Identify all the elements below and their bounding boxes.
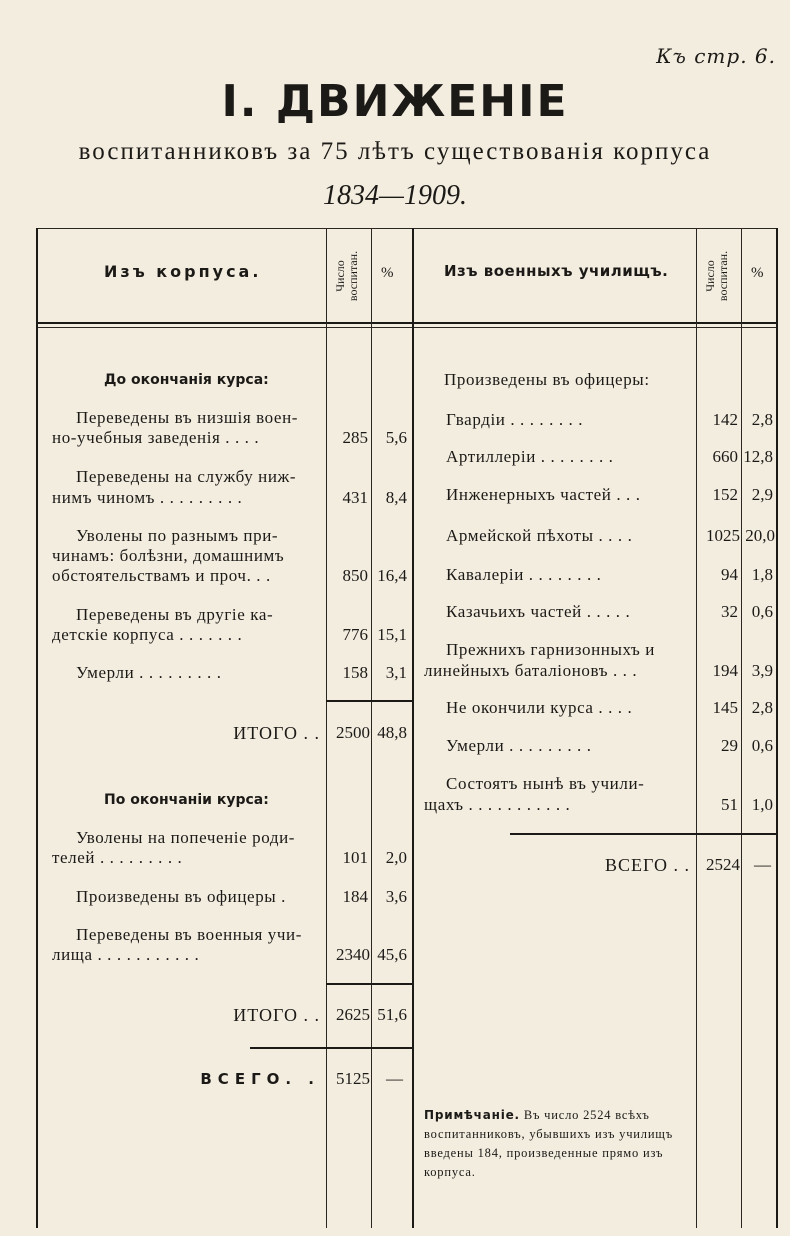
count-value: 32 [721,602,738,621]
list-item-label: телей . . . . . . . . . [52,848,183,867]
page-title: I. ДВИЖЕНІЕ [221,76,569,127]
count-value: 101 [342,848,368,867]
pct-value: 15,1 [377,625,407,644]
subtotal-rule [326,983,412,985]
pct-value: 20,0 [745,526,775,545]
grand-total-count: 5125 [336,1069,370,1088]
list-item-label: Состоятъ нынѣ въ учили- [446,774,645,793]
footnote-label: Примѣчаніе. [424,1108,520,1122]
table-top-rule [36,228,776,229]
count-value: 29 [721,736,738,755]
count-value: 285 [342,428,368,447]
subtotal-count: 2625 [336,1005,370,1024]
list-item-label: Казачьихъ частей . . . . . [446,602,631,621]
page-reference: Къ стр. 6. [656,44,776,68]
pct-value: 2,9 [751,485,773,504]
pct-value: 45,6 [377,945,407,964]
list-item-label: Умерли . . . . . . . . . [76,663,222,682]
right-pct-header: % [751,265,764,281]
count-value: 660 [712,447,738,466]
pct-value: 2,0 [385,848,407,867]
pct-value: 8,4 [385,488,407,507]
count-value: 142 [712,410,738,429]
right-count-divider [696,228,697,1228]
total-pct: — [754,855,771,874]
center-divider [412,228,414,1228]
list-item-label: лища . . . . . . . . . . . [52,945,200,964]
list-item-label: щахъ . . . . . . . . . . . [424,795,571,814]
subtotal-label: ИТОГО . . [233,723,320,743]
list-item-label: нимъ чиномъ . . . . . . . . . [52,488,243,507]
subtotal-pct: 48,8 [377,723,407,742]
list-item-label: Уволены по разнымъ при- [76,526,279,545]
pct-value: 2,8 [751,410,773,429]
section-after-graduation: По окончаніи курса: [104,792,269,808]
grand-total-pct: — [386,1069,403,1088]
pct-value: 0,6 [751,736,773,755]
list-item-label: Переведены въ низшія воен- [76,408,299,427]
pct-value: 5,6 [385,428,407,447]
count-value: 431 [342,488,368,507]
pct-value: 0,6 [751,602,773,621]
count-value: 152 [712,485,738,504]
list-item-label: Переведены въ другіе ка- [76,605,274,624]
pct-value: 12,8 [743,447,773,466]
page-years: 1834—1909. [323,180,467,211]
pct-value: 1,0 [751,795,773,814]
left-border [36,228,38,1228]
subtotal-pct: 51,6 [377,1005,407,1024]
footnote-text: Въ число 2524 всѣхъ воспитанниковъ, убывшихъ изъ училищъ введены 184, произведенные прямо изъ корпуса. [424,1108,673,1179]
total-label: ВСЕГО . . [605,855,690,875]
list-item-label: Не окончили курса . . . . [446,698,633,717]
pct-value: 3,9 [751,661,773,680]
header-bottom-rule-2 [36,327,776,328]
list-item-label: Гвардіи . . . . . . . . [446,410,584,429]
count-value: 51 [721,795,738,814]
footnote [424,1106,696,1182]
pct-value: 1,8 [751,565,773,584]
list-item-label: Умерли . . . . . . . . . [446,736,592,755]
count-value: 194 [712,661,738,680]
total-count: 2524 [706,855,740,874]
section-before-graduation: До окончанія курса: [104,372,269,388]
count-value: 2340 [336,945,370,964]
list-item-label: линейныхъ баталіоновъ . . . [424,661,638,680]
list-item-label: обстоятельствамъ и проч. . . [52,566,271,585]
pct-value: 2,8 [751,698,773,717]
list-item-label: но-учебныя заведенія . . . . [52,428,260,447]
left-column-title: Изъ корпуса. [104,262,262,281]
subtotal-count: 2500 [336,723,370,742]
count-value: 94 [721,565,738,584]
right-count-header: Число воспитан. [703,250,730,302]
right-pct-divider [741,228,742,1228]
right-border [776,228,778,1228]
right-column-title: Изъ военныхъ училищъ. [444,262,669,280]
count-value: 145 [712,698,738,717]
count-value: 184 [342,887,368,906]
list-item-label: Кавалеріи . . . . . . . . [446,565,602,584]
header-bottom-rule [36,322,776,324]
total-rule [510,833,776,835]
list-item-label: детскіе корпуса . . . . . . . [52,625,243,644]
list-item-label: Инженерныхъ частей . . . [446,485,641,504]
subtotal-label: ИТОГО . . [233,1005,320,1025]
left-count-header: Число воспитан. [333,250,360,302]
page-subtitle: воспитанниковъ за 75 лѣтъ существованія корпуса [78,138,712,165]
count-value: 776 [342,625,368,644]
count-value: 850 [342,566,368,585]
subtotal-rule [326,700,412,702]
pct-value: 3,6 [385,887,407,906]
grand-total-rule [250,1047,412,1049]
count-value: 1025 [706,526,740,545]
list-item-label: Переведены на службу ниж- [76,467,297,486]
list-item-label: Произведены въ офицеры . [76,887,287,906]
count-value: 158 [342,663,368,682]
right-intro: Произведены въ офицеры: [444,370,650,389]
list-item-label: чинамъ: болѣзни, домашнимъ [52,546,285,565]
list-item-label: Уволены на попеченіе роди- [76,828,296,847]
pct-value: 3,1 [385,663,407,682]
list-item-label: Армейской пѣхоты . . . . [446,526,633,545]
left-pct-header: % [381,265,394,281]
list-item-label: Прежнихъ гарнизонныхъ и [446,640,655,659]
list-item-label: Переведены въ военныя учи- [76,925,302,944]
pct-value: 16,4 [377,566,407,585]
grand-total-label: ВСЕГО. . [200,1070,320,1088]
list-item-label: Артиллеріи . . . . . . . . [446,447,614,466]
